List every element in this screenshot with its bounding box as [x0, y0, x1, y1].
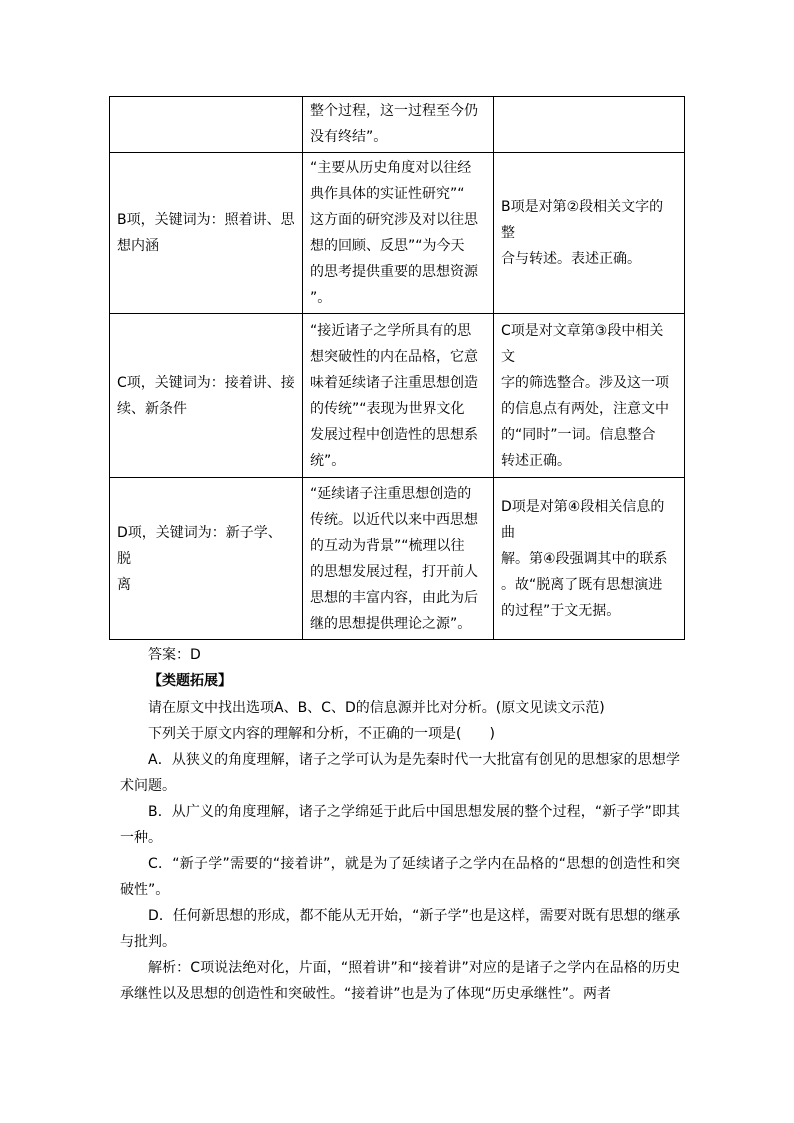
table-row	[110, 153, 685, 314]
question-stem: 下列关于原文内容的理解和分析，不正确的一项是( )	[148, 726, 495, 742]
table-cell-option	[110, 314, 303, 478]
cell-text: “延续诸子注重思想创造的 传统。以近代以来中西思想 的互动为背景”“梳理以往 的思想发展过程，打开前人 思想的丰富内容，由此为后 继的思想提供理论之源”。	[310, 485, 478, 632]
cell-text: D项，关键词为：新子学、脱 离	[117, 524, 282, 593]
cell-text: C项是对文章第③段中相关文 字的筛选整合。涉及这一项 的信息点有两处，注意文中 的“同时”一词。信息整合 转述正确。	[501, 322, 669, 469]
table-cell-analysis	[494, 97, 685, 153]
table-cell-source	[303, 97, 494, 153]
answer-line: 答案：D	[148, 647, 201, 663]
table-cell-analysis	[494, 478, 685, 640]
option-a: A．从狭义的角度理解，诸子之学可认为是先秦时代一大批富有创见的思想家的思想学术问题。	[120, 752, 680, 794]
option-d: D．任何新思想的形成，都不能从无开始，“新子学”也是这样，需要对既有思想的继承与批判。	[120, 908, 680, 950]
table-row	[110, 314, 685, 478]
table-cell-option	[110, 153, 303, 314]
table-cell-option	[110, 478, 303, 640]
analysis-table	[109, 96, 685, 640]
cell-text: 整个过程，这一过程至今仍 没有终结”。	[310, 103, 478, 145]
table-cell-analysis	[494, 314, 685, 478]
analysis-paragraph: 解析：C项说法绝对化，片面，“照着讲”和“接着讲”对应的是诸子之学内在品格的历史承继性以及思想的创造性和突破性。“接着讲”也是为了体现“历史承继性”。两者	[120, 960, 680, 1002]
option-b: B．从广义的角度理解，诸子之学绵延于此后中国思想发展的整个过程，“新子学”即其一种。	[120, 804, 680, 846]
cell-text: D项是对第④段相关信息的曲 解。第④段强调其中的联系 。故“脱离了既有思想演进 的过程”于文无据。	[501, 498, 668, 619]
section-title: 【类题拓展】	[148, 673, 232, 689]
table-cell-analysis	[494, 153, 685, 314]
cell-text: B项，关键词为：照着讲、思 想内涵	[117, 212, 295, 254]
cell-text: “主要从历史角度对以往经 典作具体的实证性研究”“ 这方面的研究涉及对以往思 想的回顾、反思”“为今天 的思考提供重要的思想资源 ”。	[310, 160, 478, 306]
instruction-paragraph: 请在原文中找出选项A、B、C、D的信息源并比对分析。(原文见读文示范)	[148, 700, 605, 716]
table-cell-source	[303, 478, 494, 640]
table-row	[110, 97, 685, 153]
cell-text: C项，关键词为：接着讲、接 续、新条件	[117, 374, 295, 417]
option-c: C．“新子学”需要的“接着讲”，就是为了延续诸子之学内在品格的“思想的创造性和突破性”。	[120, 856, 680, 898]
table-row	[110, 478, 685, 640]
table-cell-option	[110, 97, 303, 153]
table-cell-source	[303, 153, 494, 314]
table-cell-source	[303, 314, 494, 478]
cell-text: B项是对第②段相关文字的整 合与转述。表述正确。	[501, 199, 664, 267]
cell-text: “接近诸子之学所具有的思 想突破性的内在品格，它意 味着延续诸子注重思想创造 的传统”“表现为世界文化 发展过程中创造性的思想系 统”。	[310, 322, 478, 469]
